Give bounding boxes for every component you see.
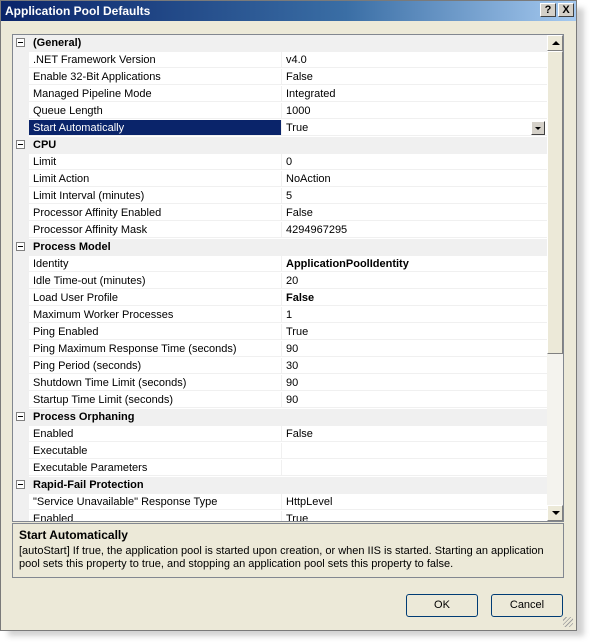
property-value[interactable] <box>281 324 548 340</box>
property-value-text: True <box>286 326 309 338</box>
property-name[interactable]: Managed Pipeline Mode <box>29 86 281 102</box>
gutter <box>13 239 29 256</box>
property-name[interactable]: "Service Unavailable" Response Type <box>29 494 281 510</box>
property-value[interactable] <box>281 154 548 170</box>
property-name[interactable]: Ping Maximum Response Time (seconds) <box>29 341 281 357</box>
property-value[interactable] <box>281 222 548 238</box>
gutter <box>13 86 29 103</box>
property-value[interactable] <box>281 103 548 119</box>
property-value-text: 30 <box>286 360 299 372</box>
description-text: [autoStart] If true, the application pool is started upon creation, or when IIS is started. Starting an application pool sets this property to true, and stopping an application pool sets this property to false. <box>19 545 544 570</box>
property-row[interactable] <box>13 426 548 443</box>
gutter <box>13 307 29 324</box>
gutter <box>13 409 29 426</box>
window-title: Application Pool Defaults <box>5 4 151 18</box>
category-label: Process Orphaning <box>33 411 135 423</box>
help-button[interactable]: ? <box>540 3 556 17</box>
property-value-text: True <box>286 122 309 134</box>
property-value[interactable] <box>281 494 548 510</box>
property-value-text: HttpLevel <box>286 496 333 508</box>
property-name[interactable]: Start Automatically <box>29 120 281 136</box>
gutter <box>13 358 29 375</box>
property-value-text: 20 <box>286 275 299 287</box>
property-row[interactable] <box>13 341 548 358</box>
property-name[interactable]: Limit Interval (minutes) <box>29 188 281 204</box>
gutter <box>13 392 29 409</box>
gutter <box>13 256 29 273</box>
property-value[interactable] <box>281 290 548 306</box>
property-value[interactable] <box>281 205 548 221</box>
close-button[interactable]: X <box>558 3 574 17</box>
property-value[interactable] <box>281 358 548 374</box>
gutter <box>13 137 29 154</box>
dropdown-arrow-icon[interactable] <box>531 121 545 135</box>
collapse-toggle-icon[interactable] <box>16 412 25 421</box>
category-label: Process Model <box>33 241 111 253</box>
property-row[interactable] <box>13 256 548 273</box>
collapse-toggle-icon[interactable] <box>16 242 25 251</box>
gutter <box>13 426 29 443</box>
property-value-text: False <box>286 292 315 304</box>
property-row[interactable] <box>13 86 548 103</box>
property-value-text: False <box>286 428 313 440</box>
property-grid <box>12 34 564 522</box>
gutter <box>13 52 29 69</box>
property-value-text: 0 <box>286 156 293 168</box>
property-value-text: 90 <box>286 394 299 406</box>
property-value[interactable] <box>281 86 548 102</box>
gutter <box>13 477 29 494</box>
property-value-text: 90 <box>286 377 299 389</box>
property-name[interactable]: Maximum Worker Processes <box>29 307 281 323</box>
property-value[interactable] <box>281 392 548 408</box>
property-row[interactable] <box>13 494 548 511</box>
property-name[interactable]: Processor Affinity Enabled <box>29 205 281 221</box>
property-row[interactable] <box>13 511 548 522</box>
vertical-scrollbar[interactable] <box>547 35 563 521</box>
resize-grip-icon[interactable] <box>563 617 573 627</box>
property-value[interactable] <box>281 375 548 391</box>
property-row[interactable] <box>13 392 548 409</box>
property-value[interactable] <box>281 341 548 357</box>
property-row[interactable] <box>13 307 548 324</box>
property-value-text: v4.0 <box>286 54 307 66</box>
property-row[interactable] <box>13 103 548 120</box>
scroll-down-arrow-icon[interactable] <box>547 505 563 521</box>
category-label: (General) <box>33 37 82 49</box>
property-name[interactable]: Shutdown Time Limit (seconds) <box>29 375 281 391</box>
property-value[interactable] <box>281 511 548 522</box>
property-row[interactable] <box>13 69 548 86</box>
property-value[interactable] <box>281 460 548 476</box>
cancel-button[interactable]: Cancel <box>491 594 563 617</box>
gutter <box>13 273 29 290</box>
collapse-toggle-icon[interactable] <box>16 140 25 149</box>
property-row[interactable] <box>13 358 548 375</box>
property-value-text: Integrated <box>286 88 336 100</box>
ok-button[interactable]: OK <box>406 594 478 617</box>
property-name[interactable]: Enabled <box>29 426 281 442</box>
property-row[interactable] <box>13 205 548 222</box>
gutter <box>13 171 29 188</box>
gutter <box>13 222 29 239</box>
property-value[interactable] <box>281 69 548 85</box>
category-row[interactable] <box>13 35 548 52</box>
property-value-text: 1000 <box>286 105 311 117</box>
property-value[interactable] <box>281 120 548 136</box>
property-name[interactable]: Load User Profile <box>29 290 281 306</box>
property-row[interactable] <box>13 188 548 205</box>
property-value-text: False <box>286 71 313 83</box>
property-row[interactable] <box>13 52 548 69</box>
property-value-text: 90 <box>286 343 299 355</box>
gutter <box>13 188 29 205</box>
gutter <box>13 205 29 222</box>
gutter <box>13 375 29 392</box>
collapse-toggle-icon[interactable] <box>16 480 25 489</box>
property-name[interactable]: Ping Enabled <box>29 324 281 340</box>
property-value[interactable] <box>281 307 548 323</box>
property-value-text: 1 <box>286 309 293 321</box>
property-value-text: 5 <box>286 190 293 202</box>
gutter <box>13 341 29 358</box>
property-value[interactable] <box>281 443 548 459</box>
property-name[interactable]: Identity <box>29 256 281 272</box>
property-name[interactable]: Ping Period (seconds) <box>29 358 281 374</box>
category-label: Rapid-Fail Protection <box>33 479 144 491</box>
property-value[interactable] <box>281 52 548 68</box>
property-name[interactable]: Enable 32-Bit Applications <box>29 69 281 85</box>
property-row[interactable] <box>13 273 548 290</box>
title-bar[interactable] <box>1 1 576 21</box>
property-row[interactable] <box>13 375 548 392</box>
property-name[interactable]: Executable <box>29 443 281 459</box>
property-row[interactable] <box>13 222 548 239</box>
property-name[interactable]: Limit <box>29 154 281 170</box>
gutter <box>13 35 29 52</box>
gutter <box>13 120 29 137</box>
property-value-text: NoAction <box>286 173 331 185</box>
property-name[interactable]: .NET Framework Version <box>29 52 281 68</box>
property-name[interactable]: Limit Action <box>29 171 281 187</box>
property-name[interactable]: Idle Time-out (minutes) <box>29 273 281 289</box>
gutter <box>13 290 29 307</box>
category-label: CPU <box>33 139 57 151</box>
property-name[interactable]: Queue Length <box>29 103 281 119</box>
description-title: Start Automatically <box>19 528 128 542</box>
property-row[interactable] <box>13 324 548 341</box>
scroll-thumb[interactable] <box>547 51 563 354</box>
property-value[interactable] <box>281 171 548 187</box>
gutter <box>13 324 29 341</box>
gutter <box>13 69 29 86</box>
gutter <box>13 103 29 120</box>
property-name[interactable]: Enabled <box>29 511 281 522</box>
property-row[interactable] <box>13 290 548 307</box>
property-value[interactable] <box>281 256 548 272</box>
property-row[interactable] <box>13 154 548 171</box>
category-row[interactable] <box>13 477 548 494</box>
property-value[interactable] <box>281 188 548 204</box>
property-value[interactable] <box>281 426 548 442</box>
property-name[interactable]: Processor Affinity Mask <box>29 222 281 238</box>
category-row[interactable] <box>13 239 548 256</box>
property-value-text: True <box>286 513 309 522</box>
property-name[interactable]: Startup Time Limit (seconds) <box>29 392 281 408</box>
property-value-text: False <box>286 207 313 219</box>
scroll-up-arrow-icon[interactable] <box>547 35 563 51</box>
property-row[interactable] <box>13 120 548 137</box>
category-row[interactable] <box>13 409 548 426</box>
gutter <box>13 443 29 460</box>
category-row[interactable] <box>13 137 548 154</box>
property-value-text: 4294967295 <box>286 224 348 236</box>
gutter <box>13 154 29 171</box>
property-value[interactable] <box>281 273 548 289</box>
property-row[interactable] <box>13 171 548 188</box>
property-value-text: ApplicationPoolIdentity <box>286 258 409 270</box>
gutter <box>13 494 29 511</box>
description-panel <box>12 523 564 578</box>
property-row[interactable] <box>13 443 548 460</box>
gutter <box>13 460 29 477</box>
gutter <box>13 511 29 522</box>
collapse-toggle-icon[interactable] <box>16 38 25 47</box>
property-row[interactable] <box>13 460 548 477</box>
property-name[interactable]: Executable Parameters <box>29 460 281 476</box>
